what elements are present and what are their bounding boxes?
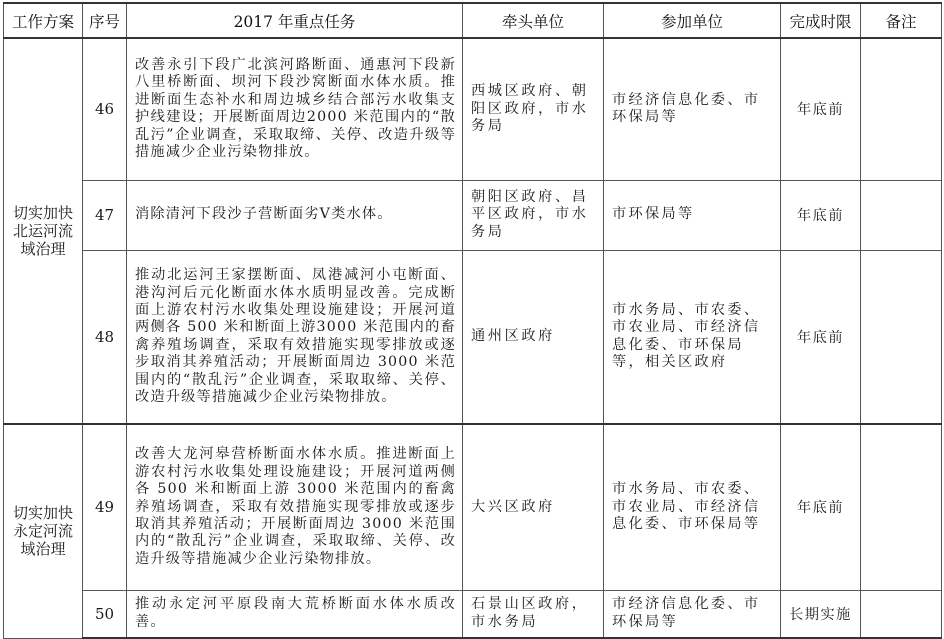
deadline-cell: 长期实施 xyxy=(781,590,861,638)
header-seq: 序号 xyxy=(83,3,127,38)
deadline-cell: 年底前 xyxy=(781,424,861,590)
table-row xyxy=(4,38,942,180)
notes-cell xyxy=(861,590,942,638)
plan-cell: 切实加快永定河流域治理 xyxy=(4,424,83,638)
participants-cell: 市水务局、市农委、市农业局、市经济信息化委、市环保局等 xyxy=(604,424,781,590)
deadline-cell: 年底前 xyxy=(781,180,861,250)
header-notes: 备注 xyxy=(861,3,942,38)
lead-cell: 石景山区政府，市水务局 xyxy=(463,590,604,638)
lead-cell: 通州区政府 xyxy=(463,250,604,424)
notes-cell xyxy=(861,250,942,424)
seq-cell: 47 xyxy=(83,180,127,250)
plan-cell: 切实加快北运河流域治理 xyxy=(4,38,83,424)
task-cell: 改善大龙河皋营桥断面水体水质。推进断面上游农村污水收集处理设施建设；开展河道两侧各 500 米和断面上游 3000 米范围内的畜禽养殖场调查，采取有效措施实现零排放或逐步取消其养殖活动；开展断面周边 3000 米范围内的“散乱污”企业调查，采取取缔、关停、改造升级等措施减少企业污染物排放。 xyxy=(127,424,463,590)
header-row xyxy=(4,3,942,38)
lead-cell: 西城区政府、朝阳区政府，市水务局 xyxy=(463,38,604,180)
table-row xyxy=(4,590,942,638)
deadline-cell: 年底前 xyxy=(781,250,861,424)
notes-cell xyxy=(861,180,942,250)
lead-cell: 朝阳区政府、昌平区政府，市水务局 xyxy=(463,180,604,250)
participants-cell: 市经济信息化委、市环保局等 xyxy=(604,590,781,638)
table-row xyxy=(4,250,942,424)
task-cell: 改善永引下段广北滨河路断面、通惠河下段新八里桥断面、坝河下段沙窝断面水体水质。推进断面生态补水和周边城乡结合部污水收集支护线建设；开展断面周边2000 米范围内的“散乱污”企业调查，采取取缔、关停、改造升级等措施减少企业污染物排放。 xyxy=(127,38,463,180)
table-row xyxy=(4,424,942,590)
notes-cell xyxy=(861,38,942,180)
task-cell: 推动永定河平原段南大荒桥断面水体水质改善。 xyxy=(127,590,463,638)
header-participants: 参加单位 xyxy=(604,3,781,38)
task-cell: 推动北运河王家摆断面、凤港减河小屯断面、港沟河后元化断面水体水质明显改善。完成断面上游农村污水收集处理设施建设；开展河道两侧各 500 米和断面上游3000 米范围内的畜禽养殖场调查，采取有效措施实现零排放或逐步取消其养殖活动；开展断面周边 3000 米范围内的“散乱污”企业调查，采取取缔、关停、改造升级等措施减少企业污染物排放。 xyxy=(127,250,463,424)
deadline-cell: 年底前 xyxy=(781,38,861,180)
header-lead: 牵头单位 xyxy=(463,3,604,38)
seq-cell: 49 xyxy=(83,424,127,590)
participants-cell: 市环保局等 xyxy=(604,180,781,250)
participants-cell: 市水务局、市农委、市农业局、市经济信息化委、市环保局等，相关区政府 xyxy=(604,250,781,424)
task-cell: 消除清河下段沙子营断面劣Ⅴ类水体。 xyxy=(127,180,463,250)
seq-cell: 50 xyxy=(83,590,127,638)
table-row xyxy=(4,180,942,250)
notes-cell xyxy=(861,424,942,590)
participants-cell: 市经济信息化委、市环保局等 xyxy=(604,38,781,180)
seq-cell: 46 xyxy=(83,38,127,180)
header-task: 2017 年重点任务 xyxy=(127,3,463,38)
key-tasks-table xyxy=(3,2,942,639)
header-deadline: 完成时限 xyxy=(781,3,861,38)
seq-cell: 48 xyxy=(83,250,127,424)
header-plan: 工作方案 xyxy=(4,3,83,38)
lead-cell: 大兴区政府 xyxy=(463,424,604,590)
